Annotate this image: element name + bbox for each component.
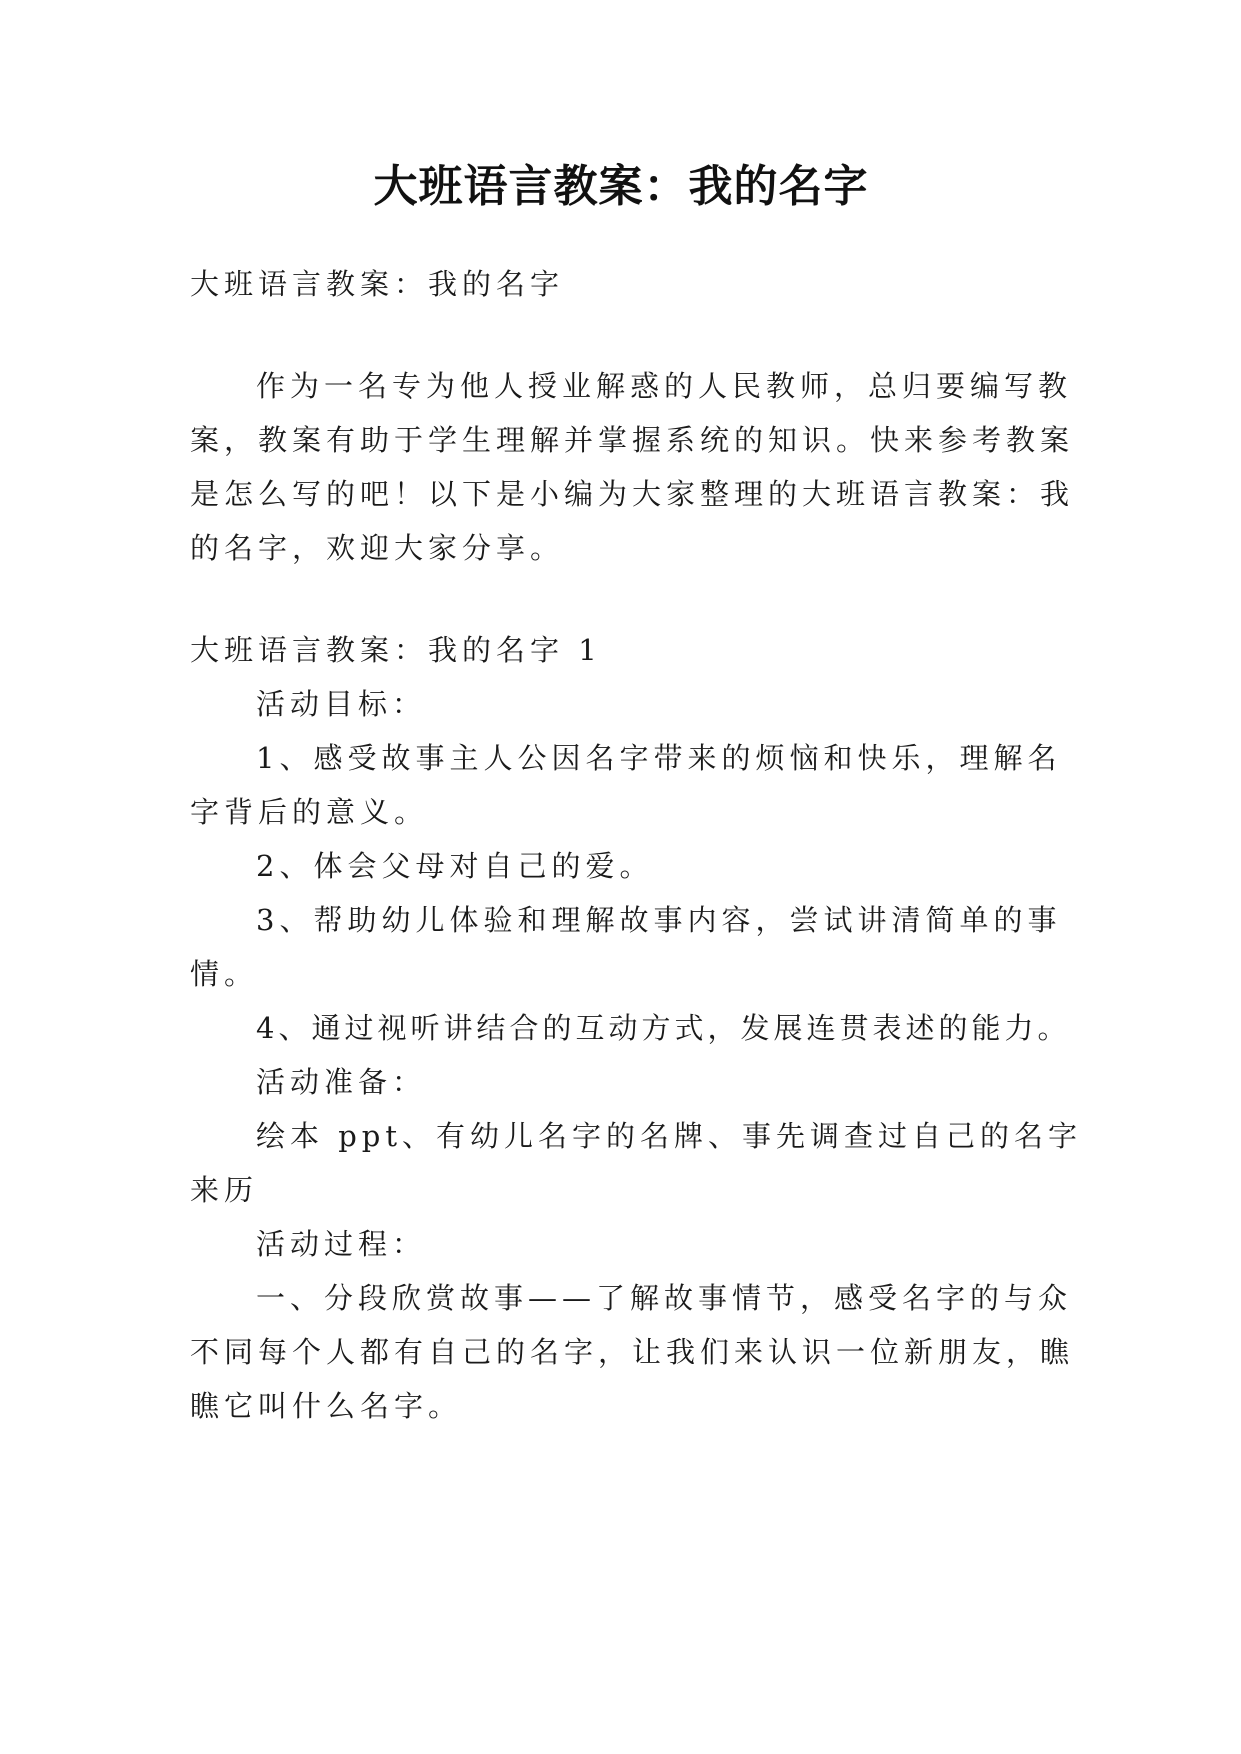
process-heading: 活动过程：: [256, 1227, 427, 1261]
intro-line-2: 案，教案有助于学生理解并掌握系统的知识。快来参考教案: [190, 423, 1075, 457]
intro-line-4: 的名字，欢迎大家分享。: [190, 531, 565, 565]
document-title: 大班语言教案：我的名字: [373, 161, 869, 212]
goal-1-line-2: 字背后的意义。: [190, 795, 429, 829]
goal-4: 4、通过视听讲结合的互动方式，发展连贯表述的能力。: [256, 1011, 1071, 1045]
process-1-line-2: 不同每个人都有自己的名字，让我们来认识一位新朋友，瞧: [190, 1335, 1075, 1369]
intro-line-1: 作为一名专为他人授业解惑的人民教师，总归要编写教: [256, 369, 1073, 403]
goal-3-line-1: 3、帮助幼儿体验和理解故事内容，尝试讲清简单的事: [256, 903, 1062, 937]
section-heading: 大班语言教案：我的名字 1: [190, 633, 602, 667]
process-1-line-1: 一、分段欣赏故事——了解故事情节，感受名字的与众: [256, 1281, 1073, 1315]
intro-line-3: 是怎么写的吧！以下是小编为大家整理的大班语言教案：我: [190, 477, 1075, 511]
process-1-line-3: 瞧它叫什么名字。: [190, 1389, 463, 1423]
prep-heading: 活动准备：: [256, 1065, 427, 1099]
goal-2: 2、体会父母对自己的爱。: [256, 849, 654, 883]
prep-line-2: 来历: [190, 1173, 259, 1207]
goal-heading: 活动目标：: [256, 687, 427, 721]
goal-1-line-1: 1、感受故事主人公因名字带来的烦恼和快乐，理解名: [256, 741, 1062, 775]
document-subtitle: 大班语言教案：我的名字: [190, 267, 565, 301]
goal-3-line-2: 情。: [190, 957, 259, 991]
prep-line-1: 绘本 ppt、有幼儿名字的名牌、事先调查过自己的名字: [256, 1119, 1083, 1153]
